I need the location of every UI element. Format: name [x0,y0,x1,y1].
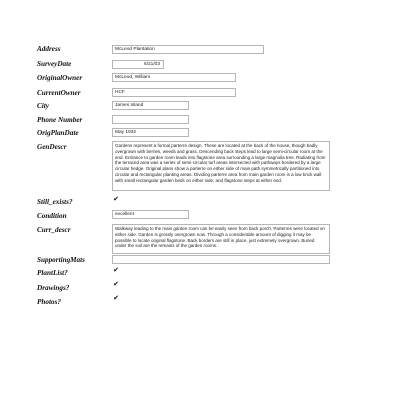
city-field[interactable]: James Island [112,101,189,110]
phone-number-row [0,115,400,127]
plant-list-label: PlantList? [37,269,68,277]
photos-checkbox[interactable]: ✔ [113,294,119,302]
original-owner-row [0,73,400,85]
city-row [0,101,400,113]
still-exists-checkbox[interactable]: ✔ [113,195,119,203]
survey-date-row [0,59,400,71]
orig-plan-date-label: OrigPlanDate [37,129,79,137]
phone-number-label: Phone Number [37,116,83,124]
address-label: Address [37,45,61,53]
orig-plan-date-field[interactable]: May 1932 [112,128,189,137]
still-exists-label: Still_exists? [37,198,73,206]
plant-list-checkbox[interactable]: ✔ [113,266,119,274]
gen-descr-field[interactable]: Gardens represent a formal parterre design. These are located at the back of the house, though badly overgrown with berries, weeds and grass. Descending back steps lead to large semi-circular room at the end. Entrance to garden room leads into flagstone area surrounding a large magnolia tree. Radiating from the terraced area was a series of semi-circular turf areas intersected with pathways bordered by a large circular hedge. Original plans show a parterre on either side of main path symmetrically partitioned into circular and rectangular planting areas. Dividing parterre area from main garden room is a low brick wall with small rectangular garden beds on either side, and flagstone steps at either end. [112,141,330,191]
phone-number-field[interactable] [112,115,189,124]
gen-descr-label: GenDescr [37,143,67,151]
city-label: City [37,102,49,110]
curr-descr-label: Curr_descr [37,226,71,234]
current-owner-field[interactable]: HCF [112,88,236,97]
survey-date-field[interactable]: 6/21/03 [112,60,164,69]
supporting-mats-field[interactable] [112,255,330,264]
survey-date-label: SurveyDate [37,60,72,68]
condition-label: Condition [37,212,67,220]
current-owner-row [0,88,400,100]
address-field[interactable]: McLeod Plantation [112,45,264,54]
address-row [0,45,400,57]
orig-plan-date-row [0,128,400,140]
drawings-checkbox[interactable]: ✔ [113,280,119,288]
curr-descr-field[interactable]: Walkway leading to the main garden room can be easily seen from back porch. Parterres were located on either side. Garden is grossly overgrown now. Through a considerable amount of digging it may be possible to locate original flagstone. Back borders are still in place, just extremely overgrown. Buried under the soil are the remains of the garden rooms. [112,224,330,254]
photos-label: Photos? [37,298,61,306]
original-owner-label: OriginalOwner [37,74,83,82]
supporting-mats-label: SupportingMats [37,256,85,264]
original-owner-field[interactable]: McLeod, William [112,73,236,82]
condition-field[interactable]: excellent [112,210,189,219]
current-owner-label: CurrentOwner [37,89,81,97]
drawings-label: Drawings? [37,284,70,292]
